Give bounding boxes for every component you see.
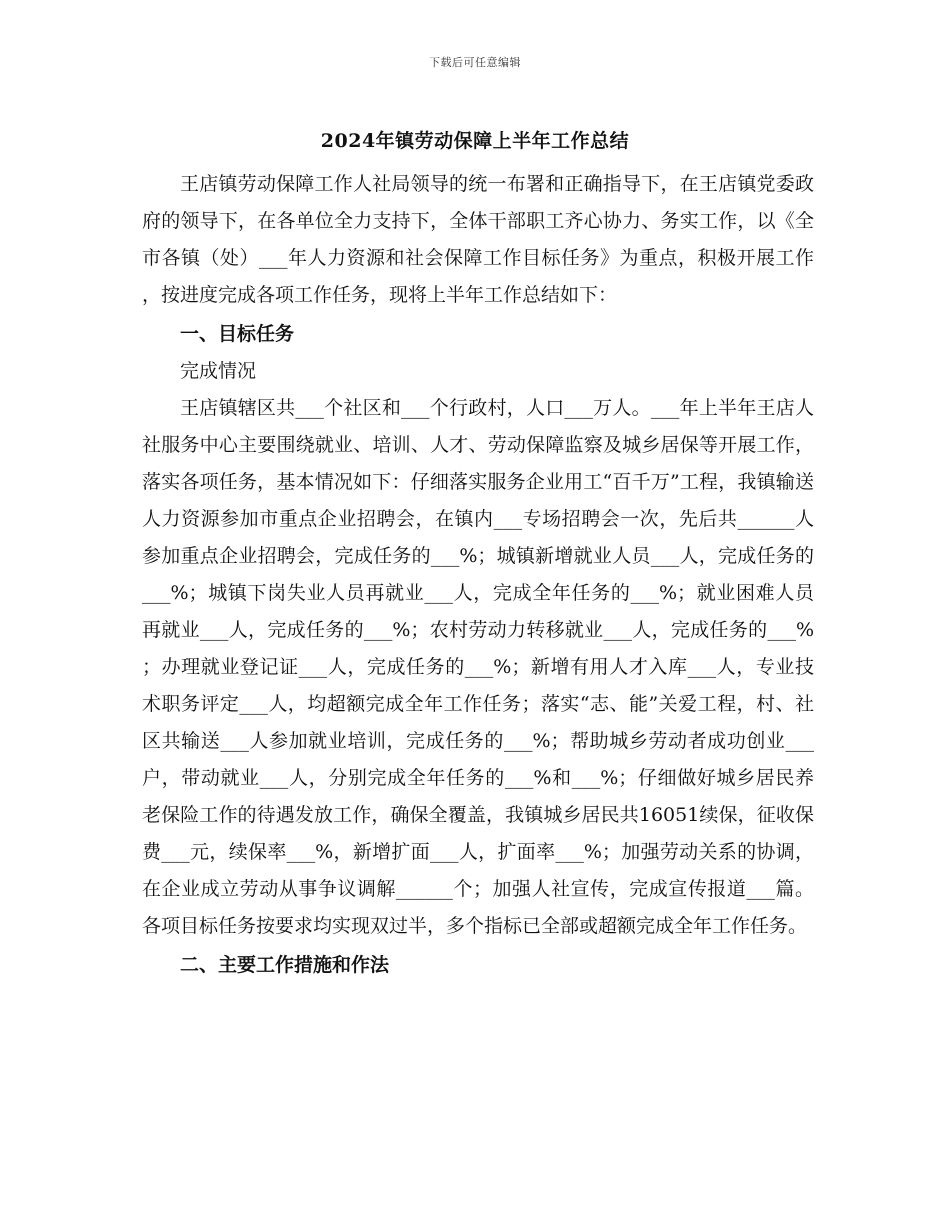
document-body xyxy=(142,166,814,984)
section-1-body: 王店镇辖区共___个社区和___个行政村，人口___万人。___年上半年王店人社服务中心主要围绕就业、培训、人才、劳动保障监察及城乡居保等开展工作，落实各项任务，基本情况如下：仔细落实服务企业用工“百千万”工程，我镇输送人力资源参加市重点企业招聘会，在镇内___专场招聘会一次，先后共______人参加重点企业招聘会，完成任务的___%；城镇新增就业人员___人，完成任务的___%；城镇下岗失业人员再就业___人，完成全年任务的___%；就业困难人员再就业___人，完成任务的___%；农村劳动力转移就业___人，完成任务的___%；办理就业登记证___人，完成任务的___%；新增有用人才入库___人，专业技术职务评定___人，均超额完成全年工作任务；落实“志、能”关爱工程，村、社区共输送___人参加就业培训，完成任务的___%；帮助城乡劳动者成功创业___户，带动就业___人，分别完成全年任务的___%和___%；仔细做好城乡居民养老保险工作的待遇发放工作，确保全覆盖，我镇城乡居民共16051续保，征收保费___元，续保率___%，新增扩面___人，扩面率___%；加强劳动关系的协调，在企业成立劳动从事争议调解______个；加强人社宣传，完成宣传报道___篇。各项目标任务按要求均实现双过半，多个指标已全部或超额完成全年工作任务。 xyxy=(142,397,814,937)
intro-paragraph: 王店镇劳动保障工作人社局领导的统一布署和正确指导下，在王店镇党委政府的领导下，在各单位全力支持下，全体干部职工齐心协力、务实工作，以《全市各镇（处）___年人力资源和社会保障工作目标任务》为重点，积极开展工作，按进度完成各项工作任务，现将上半年工作总结如下： xyxy=(142,173,814,306)
section-1-heading: 一、目标任务 xyxy=(180,323,295,345)
section-1-subheading: 完成情况 xyxy=(180,360,257,382)
section-2-heading: 二、主要工作措施和作法 xyxy=(180,954,390,976)
header-note: 下载后可任意编辑 xyxy=(429,56,521,69)
document-title: 2024年镇劳动保障上半年工作总结 xyxy=(320,130,630,152)
